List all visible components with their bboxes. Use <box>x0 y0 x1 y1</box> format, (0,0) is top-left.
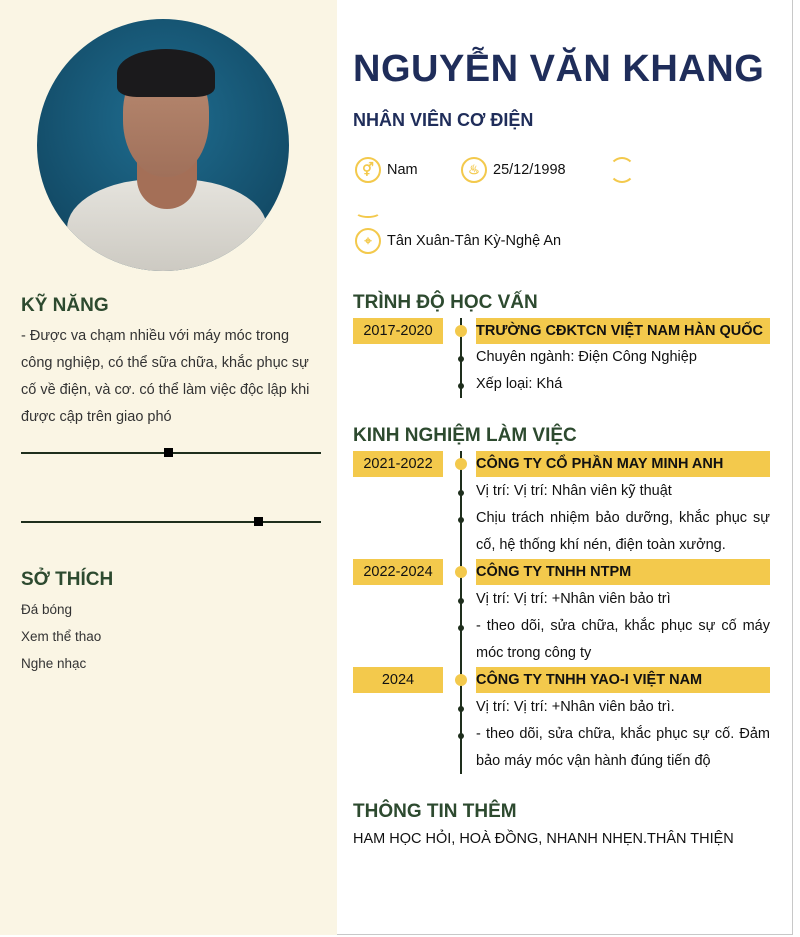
timeline-dot <box>455 674 467 686</box>
timeline-line <box>460 451 462 774</box>
email-icon <box>355 206 381 218</box>
job-line: Chịu trách nhiệm bảo dưỡng, khắc phục sự cố, hệ thống khí nén, điện toàn xưởng. <box>476 510 770 553</box>
job-year: 2022-2024 <box>353 559 443 585</box>
birthday-cake-icon: ♨ <box>461 157 487 183</box>
address: Tân Xuân-Tân Kỳ-Nghệ An <box>387 233 562 249</box>
extra-info-heading: THÔNG TIN THÊM <box>353 801 517 822</box>
job-line: Vị trí: Vị trí: +Nhân viên bảo trì. <box>476 699 675 715</box>
extra-info-text: HAM HỌC HỎI, HOÀ ĐỒNG, NHANH NHẸN.THÂN THIỆN <box>353 831 734 847</box>
education-line: Xếp loại: Khá <box>476 376 563 392</box>
timeline-dot <box>455 566 467 578</box>
job-company: CÔNG TY CỔ PHẦN MAY MINH ANH <box>476 451 770 477</box>
education-year: 2017-2020 <box>353 318 443 344</box>
job-line: - theo dõi, sửa chữa, khắc phục sự cố. Đảm bảo máy móc vận hành đúng tiến độ <box>476 726 770 769</box>
slider-knob[interactable] <box>254 517 263 526</box>
job-company: CÔNG TY TNHH NTPM <box>476 559 770 585</box>
skills-text: - Được va chạm nhiều với máy móc trong công nghiệp, có thể sữa chữa, khắc phục sự cố về điện, và cơ. có thể làm việc độc lập khi được cập trên giao phó <box>21 328 310 425</box>
map-pin-icon: ⌖ <box>355 228 381 254</box>
full-name: NGUYỄN VĂN KHANG <box>353 48 765 90</box>
skills-heading: KỸ NĂNG <box>21 295 109 316</box>
birthday: 25/12/1998 <box>493 162 566 178</box>
phone-icon <box>609 157 635 183</box>
job-line: - theo dõi, sửa chữa, khắc phục sự cố máy móc trong công ty <box>476 618 770 661</box>
hobby-item: Đá bóng <box>21 602 73 617</box>
slider-knob[interactable] <box>164 448 173 457</box>
job-year: 2021-2022 <box>353 451 443 477</box>
skill-level-slider-1[interactable] <box>21 452 321 454</box>
timeline-dot <box>455 325 467 337</box>
profile-photo <box>37 19 289 271</box>
skill-level-slider-2[interactable] <box>21 521 321 523</box>
hobby-item: Nghe nhạc <box>21 656 87 671</box>
job-line: Vị trí: Vị trí: +Nhân viên bảo trì <box>476 591 671 607</box>
hobbies-heading: SỞ THÍCH <box>21 569 114 590</box>
education-school: TRƯỜNG CĐKTCN VIỆT NAM HÀN QUỐC <box>476 318 770 344</box>
job-line: Vị trí: Vị trí: Nhân viên kỹ thuật <box>476 483 672 499</box>
education-heading: TRÌNH ĐỘ HỌC VẤN <box>353 292 538 313</box>
experience-heading: KINH NGHIỆM LÀM VIỆC <box>353 425 577 446</box>
job-company: CÔNG TY TNHH YAO-I VIỆT NAM <box>476 667 770 693</box>
job-year: 2024 <box>353 667 443 693</box>
timeline-dot <box>455 458 467 470</box>
job-title: NHÂN VIÊN CƠ ĐIỆN <box>353 110 534 130</box>
education-line: Chuyên ngành: Điện Công Nghiệp <box>476 349 697 365</box>
gender: Nam <box>387 162 418 178</box>
hobby-item: Xem thể thao <box>21 629 102 644</box>
sidebar <box>0 0 337 935</box>
gender-icon: ⚥ <box>355 157 381 183</box>
